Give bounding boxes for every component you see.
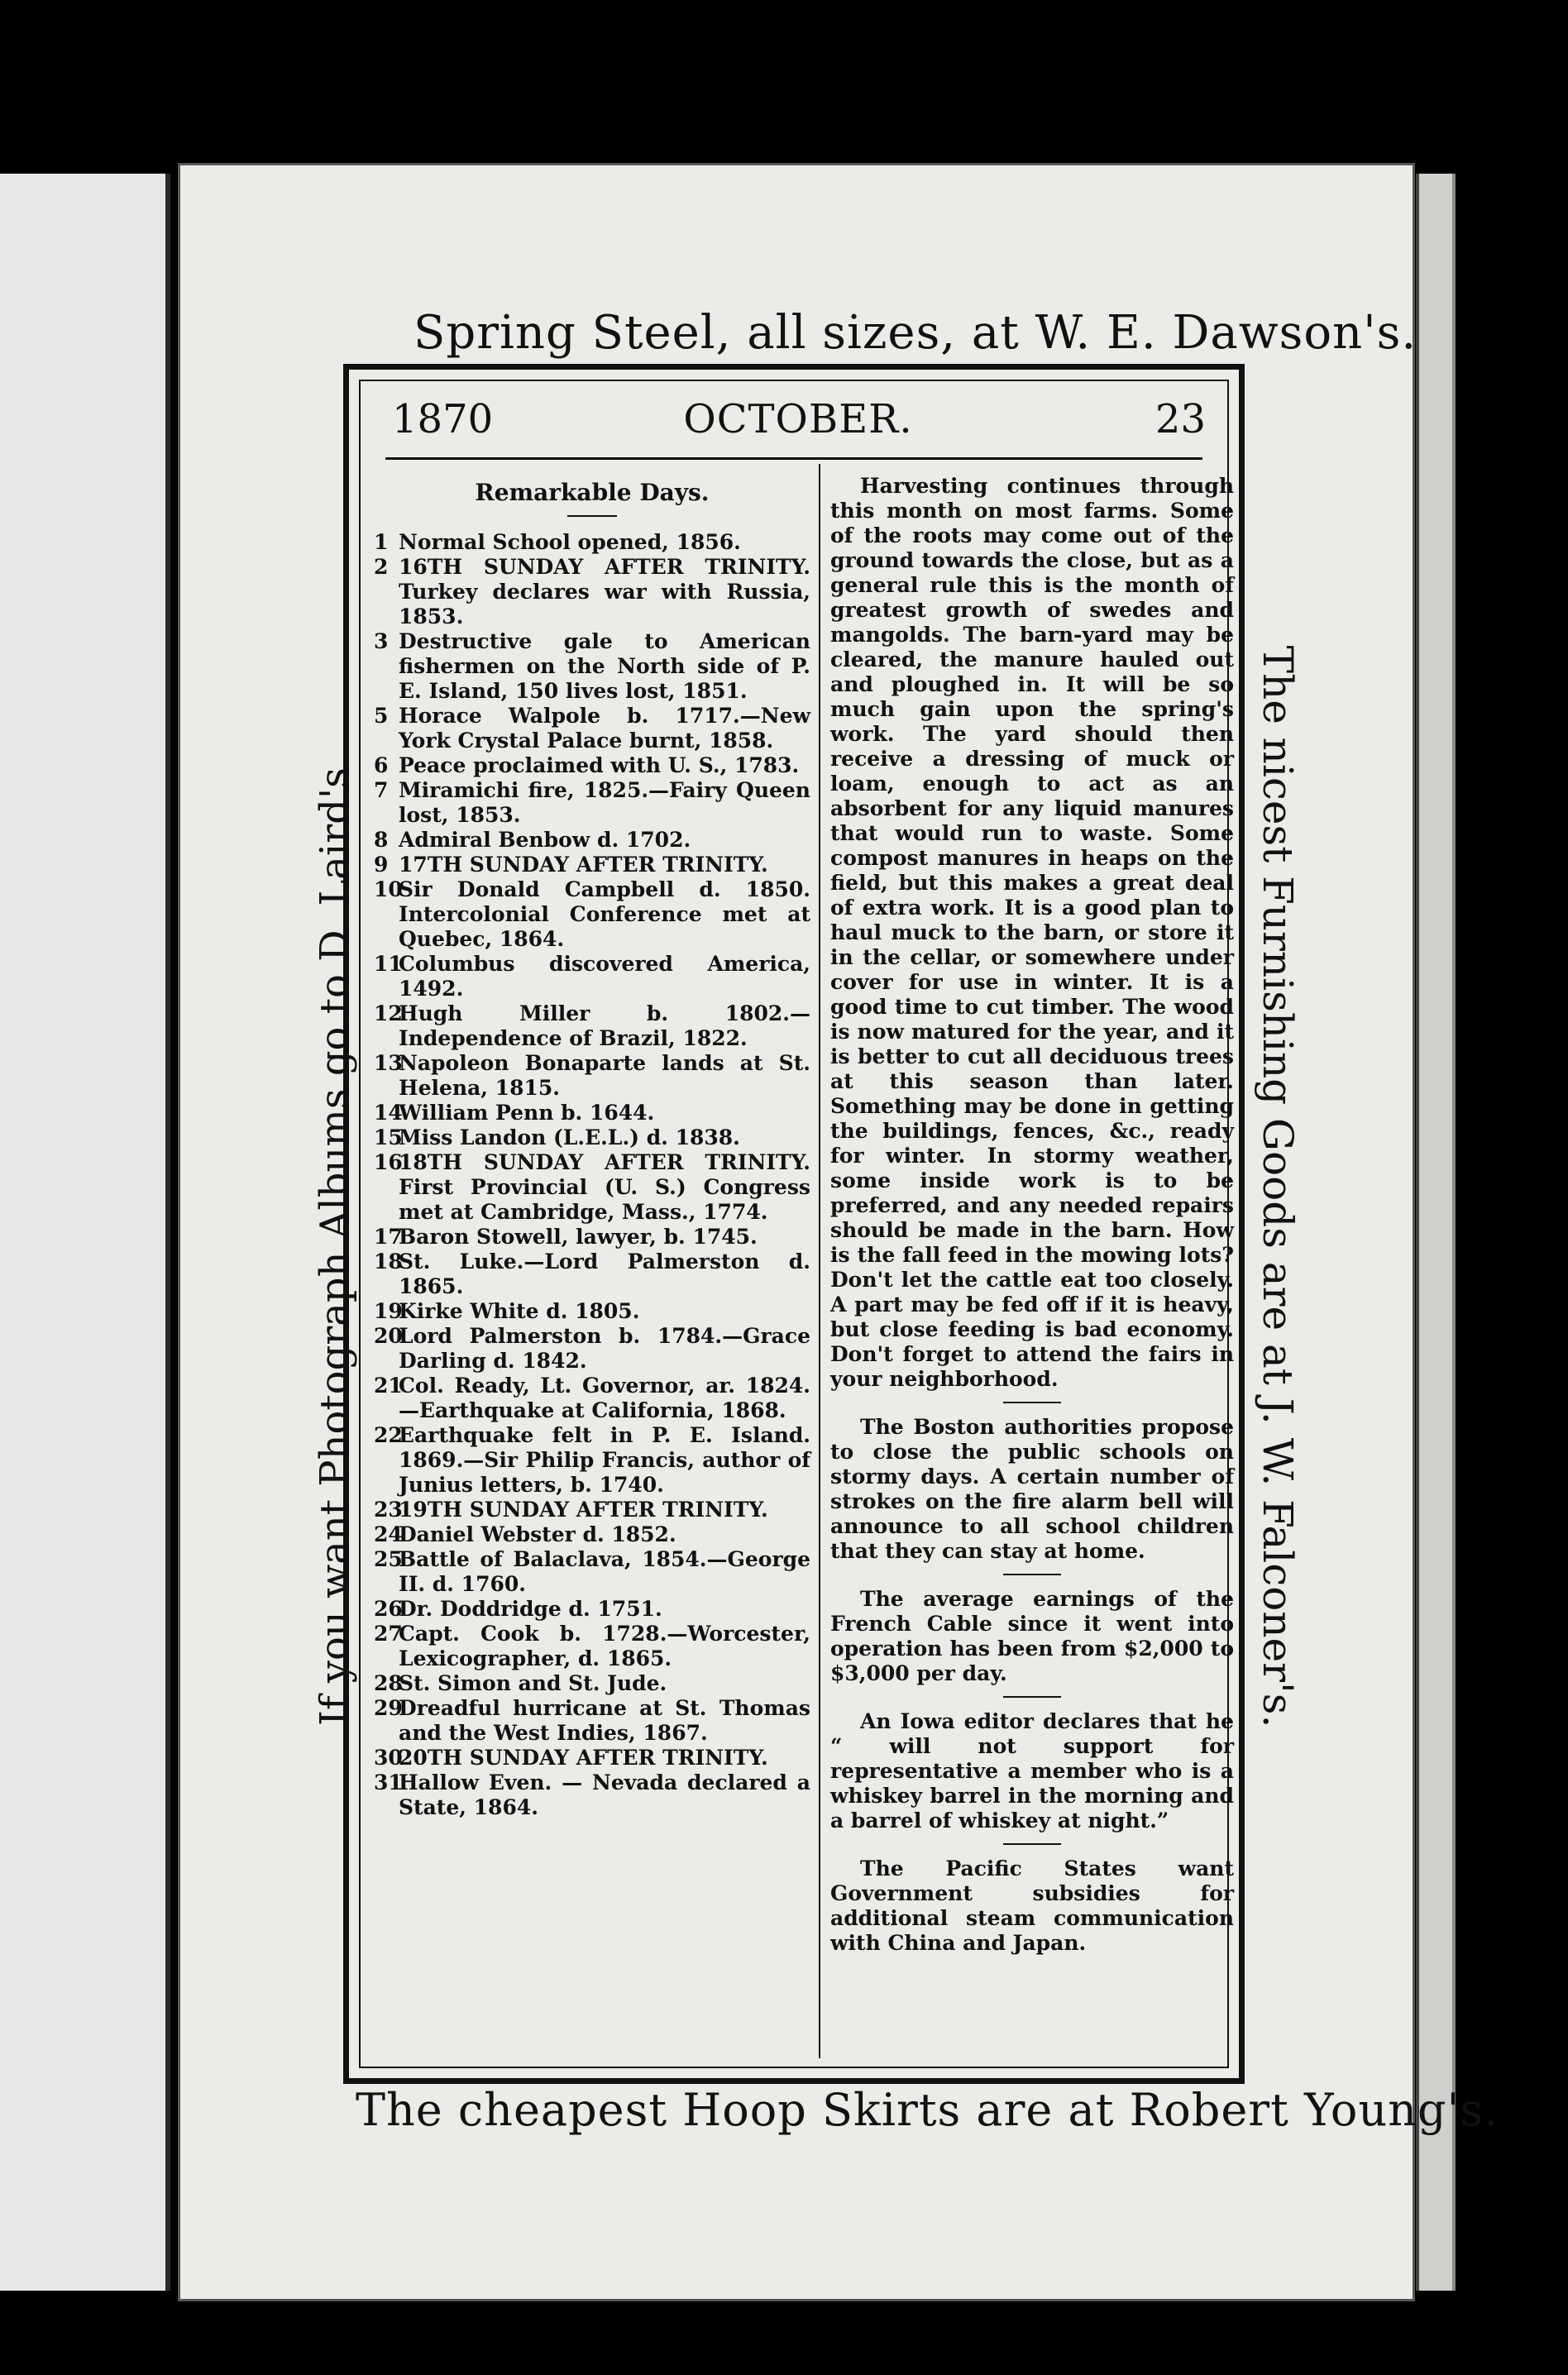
day-number: 10 [374, 877, 403, 901]
ad-left: If you want Photograph Albums go to D. Laird's. [312, 754, 358, 1727]
ad-right: The nicest Furnishing Goods are at J. W. Falconer's. [1254, 645, 1302, 1728]
day-event: Col. Ready, Lt. Governor, ar. 1824.—Earthquake at California, 1868. [399, 1374, 810, 1422]
day-number: 7 [374, 778, 389, 802]
day-number: 17 [374, 1225, 403, 1249]
day-event: Peace proclaimed with U. S., 1783. [399, 753, 800, 777]
day-event: Dreadful hurricane at St. Thomas and the West Indies, 1867. [399, 1696, 810, 1745]
header-rule [385, 457, 1202, 460]
day-event: 19TH SUNDAY AFTER TRINITY. [399, 1498, 768, 1522]
day-event: Destructive gale to American fishermen on the North side of P. E. Island, 150 lives lost, 1851. [399, 629, 810, 703]
day-number: 12 [374, 1001, 403, 1025]
day-event: Miss Landon (L.E.L.) d. 1838. [399, 1125, 740, 1149]
note-paragraph: The Boston authorities propose to close the public schools on stormy days. A certain number of strokes on the fire alarm bell will announce to all school children that they can stay at home. [830, 1415, 1234, 1563]
day-event: Sir Donald Campbell d. 1850. Intercolonial Conference met at Quebec, 1864. [399, 877, 810, 951]
separator [1003, 1402, 1061, 1403]
page-header [385, 391, 1211, 449]
day-number: 20 [374, 1324, 403, 1348]
title-rule [567, 515, 617, 517]
day-number: 24 [374, 1522, 403, 1546]
day-entry [374, 877, 810, 952]
day-number: 23 [374, 1498, 403, 1522]
day-event: 16TH SUNDAY AFTER TRINITY. Turkey declares war with Russia, 1853. [399, 555, 810, 628]
day-entry [374, 530, 810, 555]
day-event: Normal School opened, 1856. [399, 530, 741, 554]
day-number: 8 [374, 828, 389, 852]
day-number: 31 [374, 1770, 403, 1794]
day-entry [374, 1522, 810, 1547]
day-entry [374, 1597, 810, 1622]
day-entry [374, 1770, 810, 1820]
day-entry [374, 1746, 810, 1770]
day-entry [374, 952, 810, 1001]
day-number: 11 [374, 952, 403, 976]
day-entry [374, 1498, 810, 1522]
day-entry [374, 1001, 810, 1051]
header-year: 1870 [392, 396, 494, 442]
day-number: 6 [374, 753, 389, 777]
day-event: Baron Stowell, lawyer, b. 1745. [399, 1225, 758, 1249]
calendar-frame-inner [359, 380, 1234, 2068]
left-page-edge [0, 174, 170, 2291]
day-number: 30 [374, 1746, 403, 1770]
day-event: Kirke White d. 1805. [399, 1299, 640, 1323]
day-number: 15 [374, 1125, 403, 1149]
day-number: 2 [374, 555, 389, 579]
day-event: Hugh Miller b. 1802.—Independence of Brazil, 1822. [399, 1001, 810, 1050]
day-event: Hallow Even. — Nevada declared a State, 1864. [399, 1770, 810, 1819]
day-event: Miramichi fire, 1825.—Fairy Queen lost, 1853. [399, 778, 810, 827]
notes-column [830, 474, 1234, 1959]
right-page-edge [1416, 174, 1456, 2291]
day-entry [374, 1423, 810, 1498]
day-entry [374, 1547, 810, 1597]
day-event: Horace Walpole b. 1717.—New York Crystal Palace burnt, 1858. [399, 704, 810, 753]
column-title: Remarkable Days. [475, 479, 710, 506]
day-entry [374, 1150, 810, 1225]
ad-top: Spring Steel, all sizes, at W. E. Dawson's. [414, 306, 1417, 360]
separator [1003, 1574, 1061, 1575]
day-event: Columbus discovered America, 1492. [399, 952, 810, 1001]
day-number: 27 [374, 1622, 403, 1646]
day-entry [374, 1696, 810, 1746]
remarkable-days-column [374, 474, 810, 1820]
day-number: 22 [374, 1423, 403, 1447]
day-number: 13 [374, 1051, 403, 1075]
day-entry [374, 1374, 810, 1423]
day-number: 19 [374, 1299, 403, 1323]
day-event: 17TH SUNDAY AFTER TRINITY. [399, 853, 768, 877]
day-number: 25 [374, 1547, 403, 1571]
day-number: 5 [374, 704, 389, 728]
day-entry [374, 1324, 810, 1374]
day-entry [374, 1225, 810, 1250]
day-number: 21 [374, 1374, 403, 1398]
day-event: St. Luke.—Lord Palmerston d. 1865. [399, 1250, 810, 1298]
day-entry [374, 1125, 810, 1150]
day-number: 9 [374, 853, 389, 877]
day-entry [374, 1250, 810, 1299]
ad-bottom: The cheapest Hoop Skirts are at Robert Young's. [356, 2084, 1499, 2136]
day-number: 18 [374, 1250, 403, 1274]
day-event: Napoleon Bonaparte lands at St. Helena, 1815. [399, 1051, 810, 1100]
day-entry [374, 1299, 810, 1324]
day-entry [374, 629, 810, 704]
calendar-frame [343, 364, 1245, 2084]
day-entry [374, 1051, 810, 1101]
note-paragraph: Harvesting continues through this month on most farms. Some of the roots may come out of the ground towards the close, but as a general rule this is the month of greatest growth of swedes and mangolds. The barn-yard may be cleared, the manure hauled out and ploughed in. It will be so much gain upon the spring's work. The yard should then receive a dressing of muck or loam, enough to act as an absorbent for any liquid manures that would run to waste. Some compost manures in heaps on the field, but this makes a great deal of extra work. It is a good plan to haul muck to the barn, or store it in the cellar, or somewhere under cover for use in winter. It is a good time to cut timber. The wood is now matured for the year, and it is better to cut all deciduous trees at this season than later. Something may be done in getting the buildings, fences, &c., ready for winter. In stormy weather, some inside work is to be preferred, and any needed repairs should be made in the barn. How is the fall feed in the mowing lots? Don't let the cattle eat too closely. A part may be fed off if it is heavy, but close feeding is bad economy. Don't forget to attend the fairs in your neighborhood. [830, 474, 1234, 1391]
day-number: 29 [374, 1696, 403, 1720]
header-month: OCTOBER. [683, 396, 913, 442]
note-paragraph: The average earnings of the French Cable since it went into operation has been from $2,000 to $3,000 per day. [830, 1587, 1234, 1685]
day-entry [374, 1671, 810, 1696]
separator [1003, 1696, 1061, 1698]
day-event: St. Simon and St. Jude. [399, 1671, 667, 1695]
day-number: 1 [374, 530, 389, 554]
day-event: Earthquake felt in P. E. Island. 1869.—Sir Philip Francis, author of Junius letters, b. 1740. [399, 1423, 810, 1497]
day-number: 14 [374, 1101, 403, 1125]
day-number: 26 [374, 1597, 403, 1621]
day-entry [374, 753, 810, 778]
day-event: 20TH SUNDAY AFTER TRINITY. [399, 1746, 768, 1770]
day-entry [374, 704, 810, 753]
page-number: 23 [1154, 396, 1206, 442]
day-number: 28 [374, 1671, 403, 1695]
day-entry [374, 1101, 810, 1125]
day-event: Dr. Doddridge d. 1751. [399, 1597, 662, 1621]
day-event: Lord Palmerston b. 1784.—Grace Darling d. 1842. [399, 1324, 810, 1373]
day-event: Capt. Cook b. 1728.—Worcester, Lexicographer, d. 1865. [399, 1622, 810, 1670]
note-paragraph: An Iowa editor declares that he “ will not support for representative a member who is a whiskey barrel in the morning and a barrel of whiskey at night.” [830, 1709, 1234, 1833]
day-entry [374, 853, 810, 877]
day-event: Battle of Balaclava, 1854.—George II. d. 1760. [399, 1547, 810, 1596]
day-entry [374, 555, 810, 629]
note-paragraph: The Pacific States want Government subsidies for additional steam communication with China and Japan. [830, 1857, 1234, 1955]
day-entry [374, 1622, 810, 1671]
separator [1003, 1843, 1061, 1845]
remarkable-days-list [374, 530, 810, 1820]
day-event: 18TH SUNDAY AFTER TRINITY. First Provincial (U. S.) Congress met at Cambridge, Mass., 1774. [399, 1150, 810, 1224]
day-number: 16 [374, 1150, 403, 1174]
column-divider [819, 464, 820, 2058]
day-event: William Penn b. 1644. [399, 1101, 655, 1125]
day-entry [374, 778, 810, 828]
day-event: Admiral Benbow d. 1702. [399, 828, 691, 852]
day-number: 3 [374, 629, 389, 653]
day-event: Daniel Webster d. 1852. [399, 1522, 676, 1546]
day-entry [374, 828, 810, 853]
